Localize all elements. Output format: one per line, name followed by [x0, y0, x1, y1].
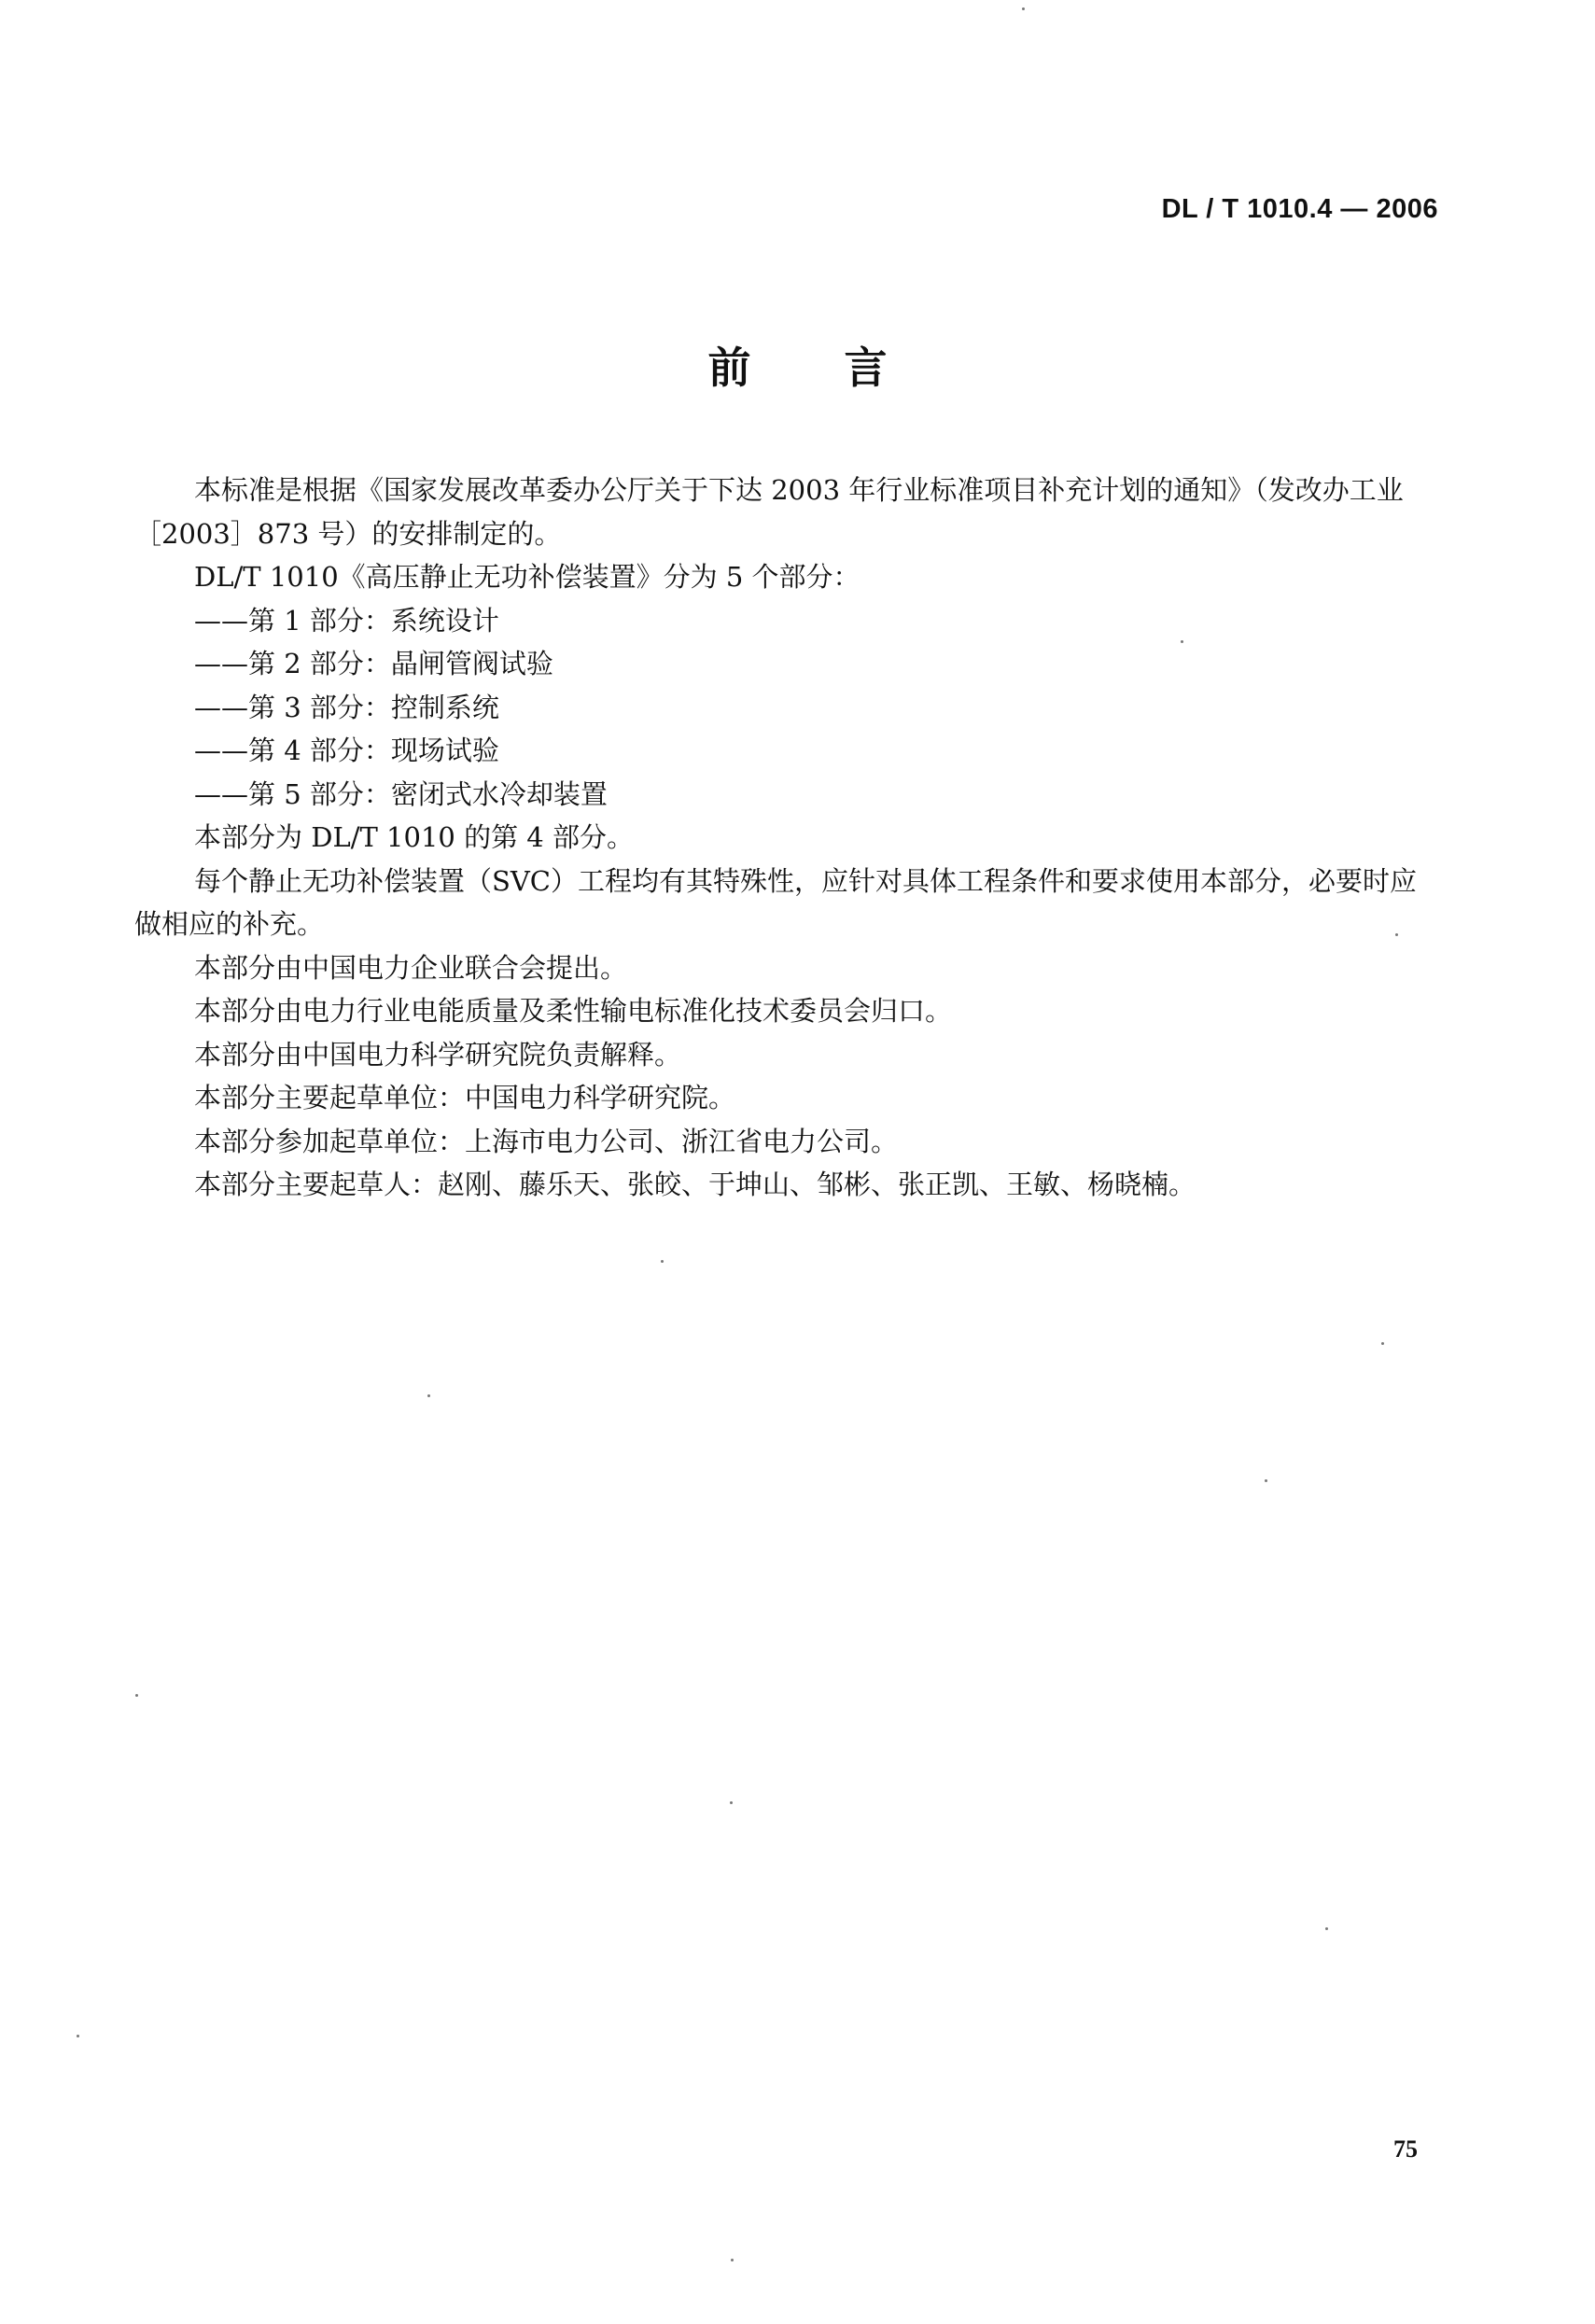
scan-speck [135, 1694, 138, 1697]
scan-speck [730, 1801, 733, 1804]
paragraph-parts-intro: DL/T 1010《高压静止无功补偿装置》分为 5 个部分： [194, 561, 860, 593]
scan-speck [427, 1394, 430, 1397]
scan-speck [1181, 640, 1183, 643]
part-list-item: ——第 4 部分：现场试验 [194, 735, 499, 766]
part-list-item: ——第 5 部分：密闭式水冷却装置 [194, 777, 608, 810]
part-list-item: ——第 1 部分：系统设计 [194, 604, 499, 637]
scan-speck [1381, 1342, 1384, 1345]
scan-speck [731, 2259, 734, 2261]
foreword-body [134, 469, 1441, 1207]
scan-speck [1265, 1479, 1267, 1482]
page-number: 75 [1393, 2135, 1418, 2163]
paragraph-basis: 本标准是根据《国家发展改革委办公厅关于下达 2003 年行业标准项目补充计划的通知》（发改办工业［2003］873 号）的安排制定的。 [134, 474, 1404, 550]
part-list-item: ——第 3 部分：控制系统 [194, 691, 499, 723]
paragraph-participating-units: 本部分参加起草单位：上海市电力公司、浙江省电力公司。 [194, 1125, 899, 1157]
paragraph-interpreter: 本部分由中国电力科学研究院负责解释。 [194, 1038, 682, 1071]
part-list-item: ——第 2 部分：晶闸管阀试验 [194, 648, 553, 679]
scan-speck [661, 1260, 664, 1263]
title-char-1: 前 [707, 343, 751, 393]
paragraph-committee: 本部分由电力行业电能质量及柔性输电标准化技术委员会归口。 [194, 995, 953, 1027]
paragraph-main-drafter-unit: 本部分主要起草单位：中国电力科学研究院。 [194, 1082, 736, 1113]
paragraph-drafters: 本部分主要起草人：赵刚、藤乐天、张皎、于坤山、邹彬、张正凯、王敏、杨晓楠。 [194, 1169, 1196, 1200]
standard-code: DL / T 1010.4 — 2006 [1161, 194, 1438, 224]
page-title [0, 334, 1595, 396]
scan-speck [1395, 933, 1398, 936]
title-char-2: 言 [844, 343, 888, 393]
scan-speck [1325, 1927, 1328, 1930]
paragraph-this-part: 本部分为 DL/T 1010 的第 4 部分。 [194, 821, 634, 853]
scan-speck [1022, 7, 1025, 10]
scan-speck [77, 2035, 79, 2037]
paragraph-proposer: 本部分由中国电力企业联合会提出。 [194, 951, 628, 984]
paragraph-svc-note: 每个静止无功补偿装置（SVC）工程均有其特殊性，应针对具体工程条件和要求使用本部分，必要时应做相应的补充。 [134, 864, 1418, 940]
